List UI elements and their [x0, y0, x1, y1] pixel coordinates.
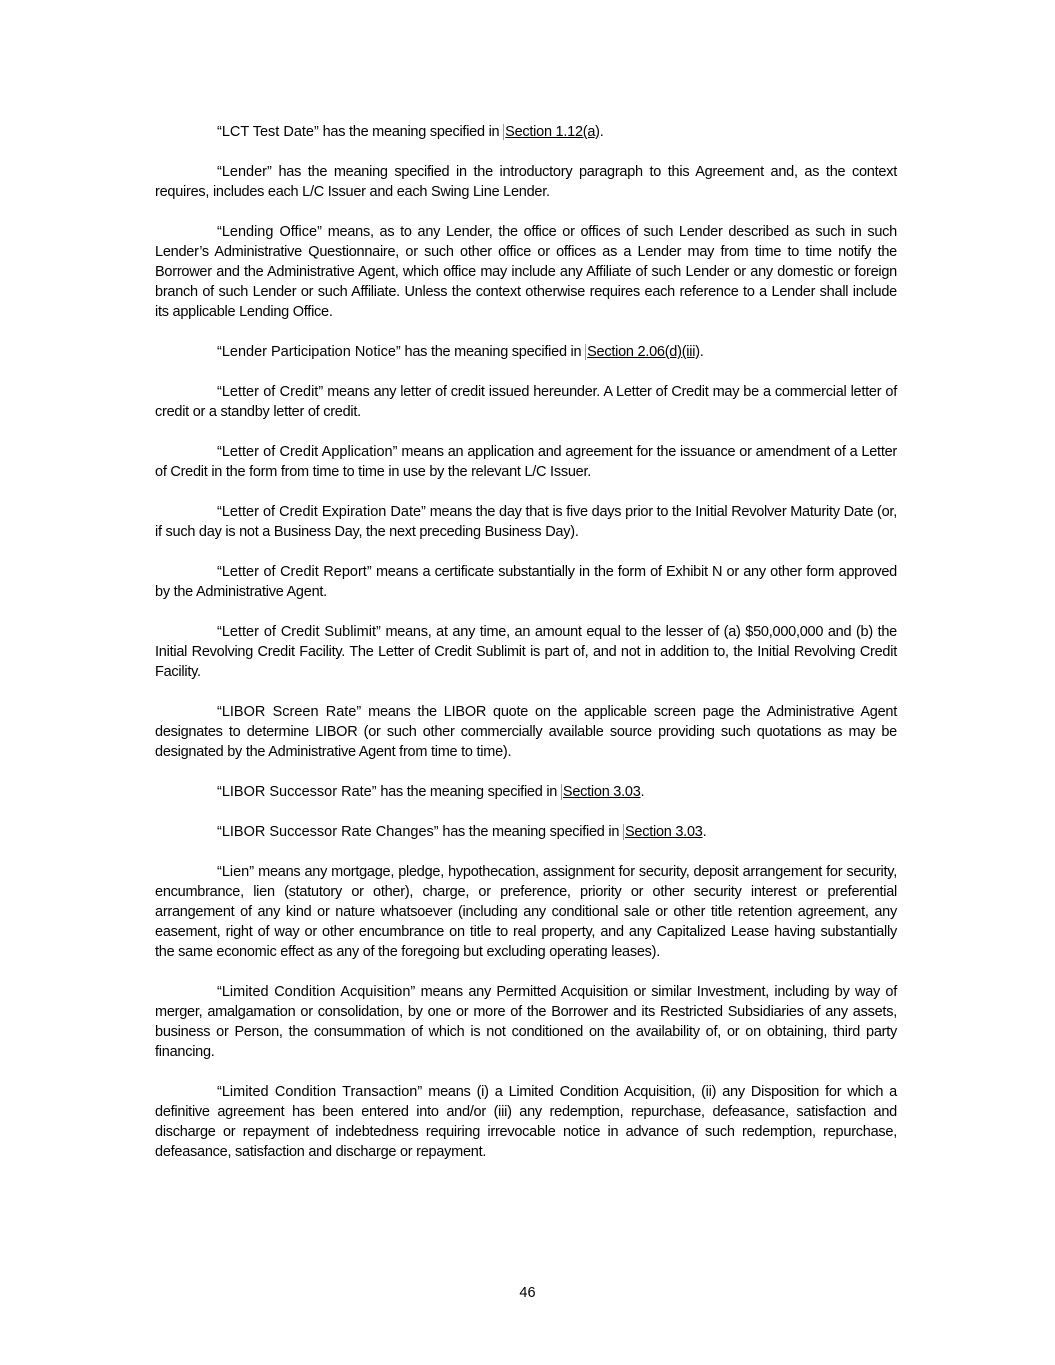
- definition-paragraph: [155, 442, 897, 482]
- definition-text: means a certificate substantially in the form of Exhibit N or any other form approved by the Administrative Agent.: [155, 564, 897, 600]
- definition-paragraph: [155, 702, 897, 762]
- definition-paragraph: [155, 382, 897, 422]
- definition-paragraph: [155, 782, 897, 802]
- defined-term: “LCT Test Date”: [217, 124, 319, 140]
- page-number: 46: [519, 1285, 536, 1301]
- definition-text: has the meaning specified in: [318, 124, 504, 140]
- definition-text: means any mortgage, pledge, hypothecation, assignment for security, deposit arrangement for security, encumbrance, lien (statutory or other), charge, or preference, priority or other security interest or preferential arrangement of any kind or nature whatsoever (including any conditional sale or other title retention agreement, any easement, right of way or other encumbrance on title to real property, and any Capitalized Lease having substantially the same economic effect as any of the foregoing but excluding operating leases).: [155, 864, 897, 960]
- defined-term: “LIBOR Screen Rate”: [217, 704, 362, 720]
- definition-paragraph: [155, 1082, 897, 1162]
- definition-paragraph: [155, 502, 897, 542]
- defined-term: “LIBOR Successor Rate Changes”: [217, 824, 439, 840]
- definition-text: means any Permitted Acquisition or similar Investment, including by way of merger, amalgamation or consolidation, by one or more of the Borrower and its Restricted Subsidiaries of any assets, business or Person, the consummation of which is not conditioned on the availability of, or on obtaining, third party financing.: [155, 984, 897, 1060]
- definition-paragraph: [155, 982, 897, 1062]
- section-cross-reference-link[interactable]: Section 1.12(a): [505, 124, 600, 140]
- definition-text: means any letter of credit issued hereunder. A Letter of Credit may be a commercial letter of credit or a standby letter of credit.: [155, 384, 897, 420]
- definition-text: has the meaning specified in: [400, 344, 586, 360]
- definition-text-end: .: [702, 824, 707, 840]
- definition-text: means (i) a Limited Condition Acquisition, (ii) any Disposition for which a definitive agreement has been entered into and/or (iii) any redemption, repurchase, defeasance, satisfaction and discharge or repayment of indebtedness requiring irrevocable notice in advance of such redemption, repurchase, defeasance, satisfaction and discharge or repayment.: [155, 1084, 897, 1160]
- definition-text: has the meaning specified in: [438, 824, 623, 840]
- definition-text: has the meaning specified in the introductory paragraph to this Agreement and, as the context requires, includes each L/C Issuer and each Swing Line Lender.: [155, 164, 897, 200]
- definition-text-end: .: [599, 124, 604, 140]
- defined-term: “Letter of Credit Sublimit”: [217, 624, 381, 640]
- definition-text: means, at any time, an amount equal to the lesser of (a) $50,000,000 and (b) the Initial Revolving Credit Facility. The Letter of Credit Sublimit is part of, and not in addition to, the Initial Revolving Credit Facility.: [155, 624, 897, 680]
- definition-text: means the day that is five days prior to the Initial Revolver Maturity Date (or, if such day is not a Business Day, the next preceding Business Day).: [155, 504, 897, 540]
- definition-text: means, as to any Lender, the office or offices of such Lender described as such in such Lender’s Administrative Questionnaire, or such other office or offices as a Lender may from time to time notify the Borrower and the Administrative Agent, which office may include any Affiliate of such Lender or any domestic or foreign branch of such Lender or such Affiliate. Unless the context otherwise requires each reference to a Lender shall include its applicable Lending Office.: [155, 224, 898, 320]
- definition-paragraph: [155, 162, 897, 202]
- definition-paragraph: [155, 822, 897, 842]
- defined-term: “Letter of Credit Expiration Date”: [217, 504, 426, 520]
- definition-paragraph: [155, 562, 897, 602]
- definition-paragraph: [155, 622, 897, 682]
- definition-text: means an application and agreement for the issuance or amendment of a Letter of Credit in the form from time to time in use by the relevant L/C Issuer.: [155, 444, 897, 480]
- section-cross-reference-link[interactable]: Section 3.03: [624, 824, 703, 840]
- definition-text: means the LIBOR quote on the applicable screen page the Administrative Agent designates to determine LIBOR (or such other commercially available source providing such quotations as may be designated by the Administrative Agent from time to time).: [155, 704, 897, 760]
- defined-term: “LIBOR Successor Rate”: [217, 784, 377, 800]
- defined-term: “Limited Condition Transaction”: [217, 1084, 423, 1100]
- section-cross-reference-link[interactable]: Section 3.03: [562, 784, 641, 800]
- definition-text: has the meaning specified in: [376, 784, 561, 800]
- definition-paragraph: [155, 862, 897, 962]
- defined-term: “Letter of Credit Report”: [217, 564, 372, 580]
- definition-paragraph: [155, 122, 897, 142]
- defined-term: “Lien”: [217, 864, 255, 880]
- defined-term: “Lender Participation Notice”: [217, 344, 401, 360]
- defined-term: “Letter of Credit Application”: [217, 444, 398, 460]
- definition-text-end: .: [699, 344, 704, 360]
- document-body: [155, 122, 897, 1182]
- definition-paragraph: [155, 222, 897, 322]
- defined-term: “Letter of Credit”: [217, 384, 324, 400]
- defined-term: “Lending Office”: [217, 224, 322, 240]
- definition-text-end: .: [640, 784, 645, 800]
- defined-term: “Limited Condition Acquisition”: [217, 984, 416, 1000]
- section-cross-reference-link[interactable]: Section 2.06(d)(iii): [587, 344, 700, 360]
- definition-paragraph: [155, 342, 897, 362]
- defined-term: “Lender”: [217, 164, 272, 180]
